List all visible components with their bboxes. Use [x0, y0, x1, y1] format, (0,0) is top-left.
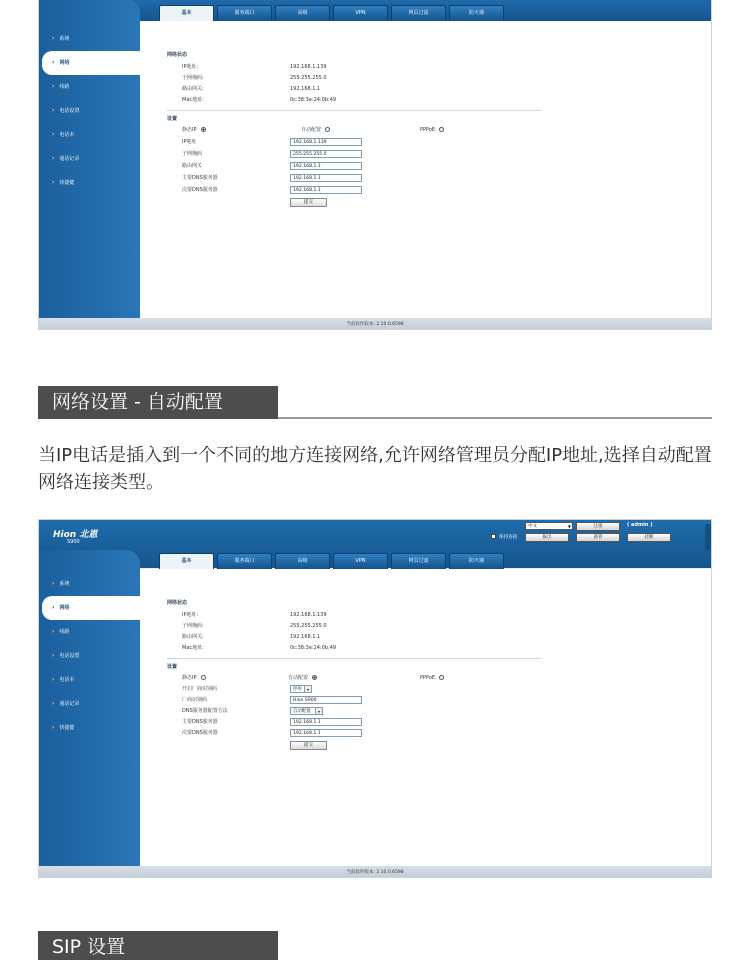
language-select[interactable]: 中文 ▼ — [525, 522, 573, 530]
tab-basic[interactable]: 基本 — [159, 5, 214, 21]
radio-dhcp[interactable]: 自动配置 — [301, 125, 330, 135]
chevron-right-icon: › — [52, 107, 55, 114]
tab-bar — [159, 553, 504, 569]
chevron-down-icon: ▾ — [315, 708, 322, 714]
field-label-dns2: 次要DNS服务器 — [182, 187, 218, 193]
chevron-right-icon: › — [52, 35, 55, 42]
tab-firewall[interactable]: 防火墙 — [449, 5, 504, 21]
secondary-dns-field[interactable]: 192.168.1.1 — [290, 186, 362, 194]
description-paragraph: 当IP电话是插入到一个不同的地方连接网络,允许网络管理员分配IP地址,选择自动配置网络连接类型。 — [38, 445, 712, 493]
chevron-right-icon: › — [52, 652, 55, 659]
hangup-button[interactable]: 挂断 — [627, 533, 671, 542]
sidebar-item-phonebook[interactable]: › 电话本 — [52, 676, 75, 683]
tab-service-port[interactable]: 服务端口 — [217, 553, 272, 569]
radio-static-ip[interactable]: 静态IP — [182, 673, 206, 683]
tab-basic[interactable]: 基本 — [159, 553, 214, 569]
checkbox-icon[interactable] — [491, 534, 496, 539]
radio-dhcp[interactable]: 自动配置 — [288, 673, 317, 683]
chevron-right-icon: › — [52, 724, 55, 731]
sidebar-item-system[interactable]: › 系统 — [52, 580, 70, 587]
radio-unselected-icon[interactable] — [201, 675, 206, 680]
chevron-right-icon: › — [52, 676, 55, 683]
tab-advanced[interactable]: 高级 — [275, 553, 330, 569]
sidebar-item-speed-dial[interactable]: › 快捷键 — [52, 179, 75, 186]
chevron-right-icon: › — [52, 155, 55, 162]
chevron-right-icon: › — [52, 604, 55, 611]
status-row-gateway: 路由网关: 192.168.1.1 — [182, 634, 321, 640]
model-label: S900 — [67, 539, 80, 545]
radio-selected-icon[interactable] — [201, 127, 206, 132]
settings-title: 设置 — [167, 664, 178, 670]
network-status-title: 网络状态 — [167, 600, 188, 606]
sidebar-item-lines[interactable]: › 线路 — [52, 628, 70, 635]
network-status-title: 网络状态 — [167, 52, 188, 58]
radio-selected-icon[interactable] — [312, 675, 317, 680]
radio-unselected-icon[interactable] — [439, 675, 444, 680]
chevron-right-icon: › — [52, 131, 55, 138]
divider — [167, 110, 541, 111]
hion-logo: Hion 北恩 — [53, 530, 98, 540]
ip-address-field[interactable]: 192.168.1.139 — [290, 138, 362, 146]
status-row-mac: Mac地址: 0c:38:3e:24:0b:49 — [182, 645, 337, 651]
sidebar-item-call-log[interactable]: › 通话记录 — [52, 155, 80, 162]
sidebar-item-network[interactable]: › 网络 — [42, 596, 140, 620]
chevron-down-icon: ▼ — [567, 524, 571, 529]
primary-dns-field[interactable]: 192.168.1.1 — [290, 174, 362, 182]
sidebar-item-call-log[interactable]: › 通话记录 — [52, 700, 80, 707]
screenshot-static-ip — [38, 0, 712, 330]
field-label-mask: 子网掩码 — [182, 151, 203, 157]
secondary-dns-field[interactable]: 192.168.1.1 — [290, 729, 362, 737]
keep-login-checkbox[interactable]: 保持连接 — [491, 534, 517, 540]
side-grip[interactable] — [705, 524, 711, 550]
tab-advanced[interactable]: 高级 — [275, 5, 330, 21]
chevron-right-icon: › — [52, 628, 55, 635]
radio-unselected-icon[interactable] — [439, 127, 444, 132]
vendor-id-select[interactable]: 停用 ▾ — [290, 685, 312, 693]
logout-button[interactable]: 注销 — [576, 522, 620, 531]
status-row-ip: IP地址: 192.168.1.139 — [182, 612, 327, 618]
content-panel — [140, 569, 711, 866]
chevron-right-icon: › — [52, 83, 55, 90]
chevron-right-icon: › — [52, 179, 55, 186]
field-label-dns2: 次要DNS服务器 — [182, 730, 218, 736]
field-label-vendor-code: 厂商识别码 — [182, 697, 208, 703]
tab-vpn[interactable]: VPN — [333, 553, 388, 569]
sidebar-item-phone-settings[interactable]: › 电话设置 — [52, 107, 80, 114]
submit-button[interactable]: 提交 — [290, 741, 327, 750]
sidebar-item-phone-settings[interactable]: › 电话设置 — [52, 652, 80, 659]
gateway-field[interactable]: 192.168.1.1 — [290, 162, 362, 170]
tab-vpn[interactable]: VPN — [333, 5, 388, 21]
backup-button[interactable]: 备管 — [576, 533, 620, 542]
screenshot-dhcp — [38, 519, 712, 878]
section-caption-sip: SIP 设置 — [38, 931, 278, 960]
divider — [167, 658, 541, 659]
field-label-dns1: 主要DNS服务器 — [182, 719, 218, 725]
field-label-vendor-id: 开启厂商识别码 — [182, 686, 218, 692]
version-status-bar: 当前软件版本: 2.10.0.6598 — [39, 866, 711, 878]
radio-pppoe[interactable]: PPPoE — [420, 673, 444, 683]
chevron-right-icon: › — [52, 59, 55, 66]
tab-firewall[interactable]: 防火墙 — [449, 553, 504, 569]
chevron-right-icon: › — [52, 700, 55, 707]
status-row-mac: Mac地址: 0c:38:3e:24:0b:49 — [182, 97, 337, 103]
primary-dns-field[interactable]: 192.168.1.1 — [290, 718, 362, 726]
sidebar — [39, 550, 140, 866]
exit-button[interactable]: 拔出 — [525, 533, 569, 542]
tab-service-port[interactable]: 服务端口 — [217, 5, 272, 21]
sidebar-item-phonebook[interactable]: › 电话本 — [52, 131, 75, 138]
field-label-gateway: 路由网关 — [182, 163, 203, 169]
status-row-gateway: 路由网关: 192.168.1.1 — [182, 86, 321, 92]
tab-web-filter[interactable]: 网页过滤 — [391, 5, 446, 21]
status-row-ip: IP地址: 192.168.1.139 — [182, 64, 327, 70]
sidebar-item-speed-dial[interactable]: › 快捷键 — [52, 724, 75, 731]
subnet-mask-field[interactable]: 255.255.255.0 — [290, 150, 362, 158]
version-status-bar: 当前软件版本: 2.10.0.6598 — [39, 318, 711, 330]
field-label-ip: IP地址 — [182, 139, 197, 145]
field-label-dns-mode: DNS服务器配置方法 — [182, 708, 228, 714]
user-label: ( admin ) — [627, 522, 653, 528]
sidebar — [39, 0, 140, 318]
dns-mode-select[interactable]: 自动配置 ▾ — [290, 707, 323, 715]
caption-rule — [278, 417, 712, 419]
status-row-mask: 子网掩码: 255.255.255.0 — [182, 623, 327, 629]
radio-unselected-icon[interactable] — [325, 127, 330, 132]
settings-title: 设置 — [167, 116, 178, 122]
chevron-right-icon: › — [52, 580, 55, 587]
section-caption-auto-config: 网络设置 - 自动配置 — [38, 386, 278, 419]
sidebar-item-network[interactable]: › 网络 — [42, 51, 140, 75]
field-label-dns1: 主要DNS服务器 — [182, 175, 218, 181]
vendor-code-field[interactable]: Hion S900 — [290, 696, 362, 704]
content-panel — [140, 21, 711, 318]
chevron-down-icon: ▾ — [304, 686, 311, 692]
tab-bar — [159, 5, 504, 21]
radio-static-ip[interactable]: 静态IP — [182, 125, 206, 135]
radio-pppoe[interactable]: PPPoE — [420, 125, 444, 135]
submit-button[interactable]: 提交 — [290, 198, 327, 207]
sidebar-item-lines[interactable]: › 线路 — [52, 83, 70, 90]
tab-web-filter[interactable]: 网页过滤 — [391, 553, 446, 569]
status-row-mask: 子网掩码: 255.255.255.0 — [182, 75, 327, 81]
sidebar-item-system[interactable]: › 系统 — [52, 35, 70, 42]
